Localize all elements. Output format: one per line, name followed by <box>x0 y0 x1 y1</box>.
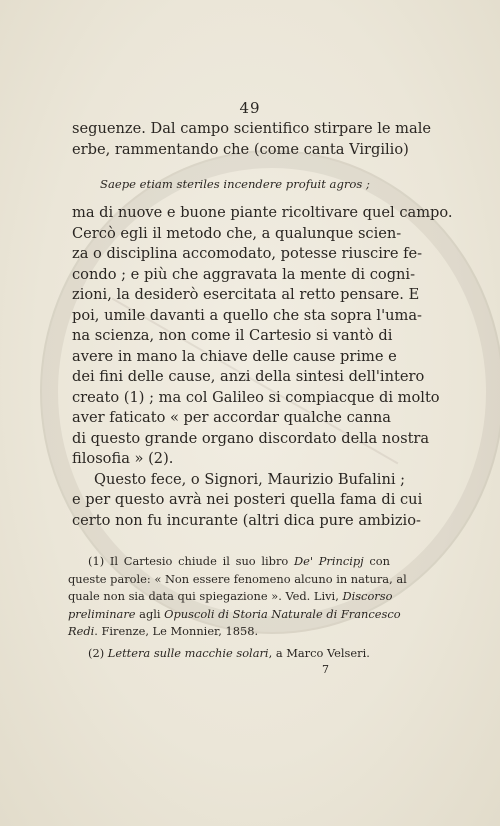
text-line: certo non fu incurante (altri dica pure ambizio- <box>72 511 421 529</box>
text-line: condo ; e più che aggravata la mente di cogni- <box>72 265 416 283</box>
footnote-text: con <box>363 554 390 568</box>
text-line: filosofia » (2). <box>72 450 174 467</box>
text-block-top <box>72 119 432 160</box>
text-line: zioni, la desiderò esercitata al retto pensare. E <box>72 286 420 303</box>
text-line: avere in mano la chiave delle cause prime e <box>72 347 397 365</box>
text-line: na scienza, non come il Cartesio si vantò di <box>72 327 393 344</box>
footnote-text: agli <box>135 606 165 621</box>
text-line: erbe, rammentando che (come canta Virgilio) <box>72 140 409 158</box>
text-line: seguenze. Dal campo scientifico stirpare le male <box>72 120 432 137</box>
signature-mark: 7 <box>322 663 329 676</box>
footnote-title: preliminare <box>68 606 136 621</box>
footnote-title: Discorso <box>342 589 393 603</box>
text-line: dei fini delle cause, anzi della sintesi dell'intero <box>72 368 425 385</box>
footnotes <box>68 553 407 662</box>
footnote-text: , a Marco Velseri. <box>268 645 370 660</box>
footnote-title: Lettera sulle macchie solari <box>107 645 269 660</box>
text-line: Cercò egli il metodo che, a qualunque scien- <box>72 224 402 242</box>
footnote-1-line <box>68 588 393 606</box>
text-line: di questo grande organo discordato della nostra <box>72 429 430 447</box>
footnote-1-line: queste parole: « Non essere fenomeno alcuno in natura, al <box>68 571 407 586</box>
text-line: creato (1) ; ma col Galileo si compiacque di molto <box>72 388 440 406</box>
footnote-title: Opuscoli di Storia Naturale di Francesco <box>164 606 401 621</box>
footnote-1-line <box>68 623 390 641</box>
text-line: za o disciplina accomodato, potesse riuscire fe- <box>72 245 423 262</box>
text-line: Questo fece, o Signori, Maurizio Bufalini ; <box>94 470 406 488</box>
text-line: ma di nuove e buone piante ricoltivare quel campo. <box>72 204 453 221</box>
text-block-main <box>72 203 453 531</box>
footnote-text: . Firenze, Le Monnier, 1858. <box>94 624 259 638</box>
footnote-1-line <box>68 553 390 571</box>
latin-epigraph: Saepe etiam steriles incendere profuit agros ; <box>100 177 370 191</box>
text-line: e per questo avrà nei posteri quella fama di cui <box>72 491 423 508</box>
footnote-text: quale non sia data qui spiegazione ». Ved. Livi, <box>68 589 343 603</box>
page-number: 49 <box>239 99 261 117</box>
footnote-title: Redi <box>68 624 95 638</box>
footnote-text: (2) <box>88 645 108 660</box>
footnote-2-line <box>68 645 390 663</box>
footnote-text: (1) Il Cartesio chiude il suo libro <box>88 554 294 568</box>
text-line: poi, umile davanti a quello che sta sopra l'uma- <box>72 306 422 324</box>
footnote-1-line <box>68 606 401 624</box>
text-line: aver faticato « per accordar qualche canna <box>72 409 391 426</box>
footnote-title: De' Principj <box>294 554 364 568</box>
